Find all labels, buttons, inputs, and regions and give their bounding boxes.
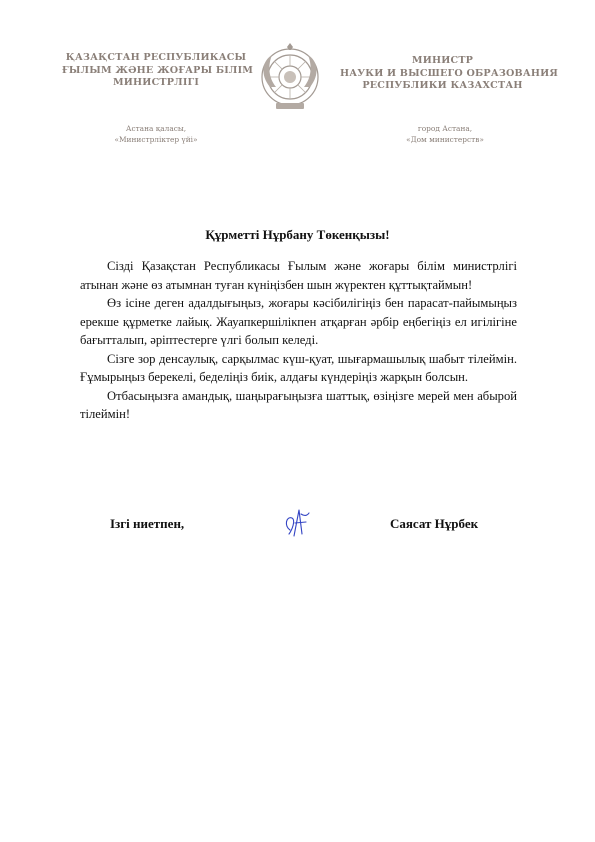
address-line: город Астана, <box>417 124 473 133</box>
ministry-name-line: ҚАЗАҚСТАН РЕСПУБЛИКАСЫ <box>65 52 247 63</box>
salutation: Құрметті Нұрбану Төкенқызы! <box>205 227 390 242</box>
address-line: «Министрліктер үйі» <box>114 134 198 144</box>
ministry-name-line: НАУКИ И ВЫСШЕГО ОБРАЗОВАНИЯ <box>340 67 559 79</box>
closing-phrase: Ізгі ниетпен, <box>110 516 185 531</box>
ministry-name-russian <box>340 55 559 93</box>
ministry-name-line: МИНИСТРЛІГІ <box>112 77 200 89</box>
body-paragraph: Өз ісіне деген адалдығыңыз, жоғары кәсібилігіңіз бен парасат-пайымыңыз ерекше құрметке лайық. Жауапкершілікпен атқарған әрбір еңбегіңіз ел игілігіне бағытталып, әріптестерге үлгі болып келеді. <box>80 296 517 347</box>
body-paragraph: Сізді Қазақстан Республикасы Ғылым және жоғары білім министрлігі атынан және өз атымнан туған күніңізбен шын жүректен құттықтаймын! <box>80 259 517 292</box>
address-russian <box>380 124 510 145</box>
handwritten-signature <box>280 506 314 540</box>
ministry-name-line: РЕСПУБЛИКИ КАЗАХСТАН <box>362 80 523 92</box>
address-kazakh <box>96 124 216 145</box>
address-line: Астана қаласы, <box>125 124 187 133</box>
state-emblem-icon <box>254 43 326 115</box>
letter-body <box>80 257 517 424</box>
ministry-name-kazakh <box>62 52 254 90</box>
ministry-name-line: МИНИСТР <box>411 55 474 66</box>
signatory-name: Саясат Нұрбек <box>390 516 479 531</box>
ministry-name-line: ҒЫЛЫМ ЖӘНЕ ЖОҒАРЫ БІЛІМ <box>62 64 254 76</box>
address-line: «Дом министерств» <box>406 134 484 144</box>
body-paragraph: Сізге зор денсаулық, сарқылмас күш-қуат, шығармашылық шабыт тілеймін. Ғұмырыңыз берекелі, беделіңіз биік, алдағы күндеріңіз жарқын болсын. <box>80 351 517 384</box>
body-paragraph: Отбасыңызға амандық, шаңырағыңызға шаттық, өзіңізге мерей мен абырой тілеймін! <box>80 388 517 421</box>
